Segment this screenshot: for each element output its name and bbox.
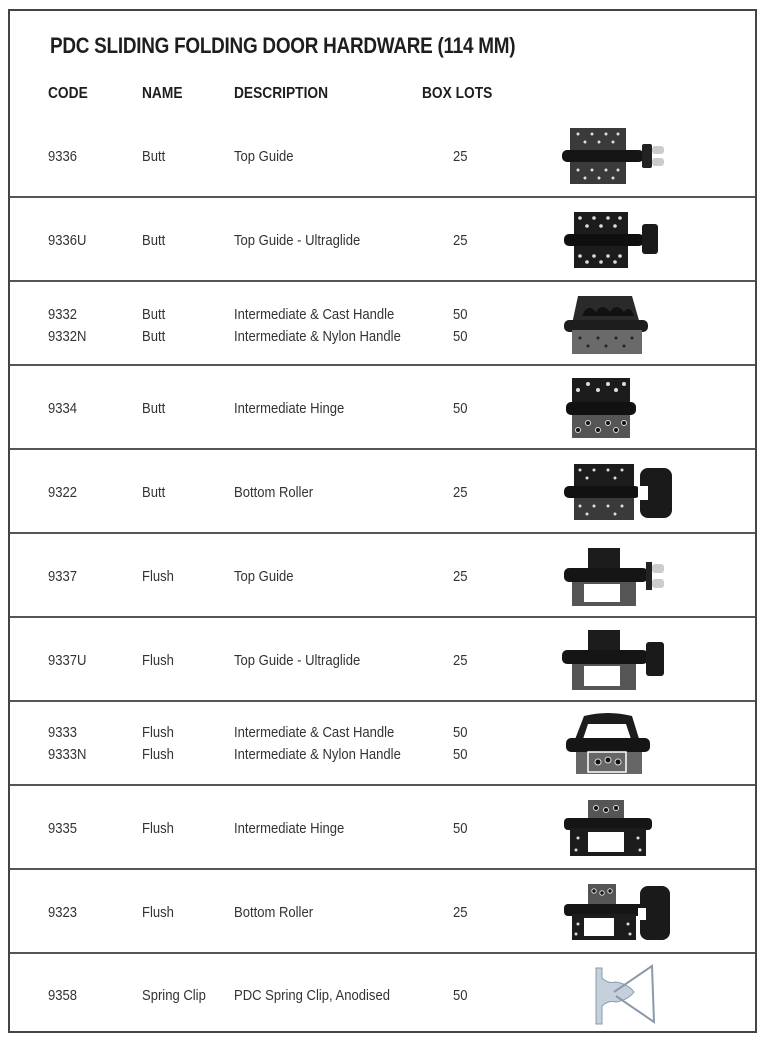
code-cell: 9334 xyxy=(48,401,78,417)
spring-clip-icon xyxy=(558,962,688,1032)
code-cell: 9333N xyxy=(48,747,87,763)
catalog-frame xyxy=(8,9,757,1033)
code-cell: 9333 xyxy=(48,725,78,741)
header-name: NAME xyxy=(142,85,183,102)
description-cell: Top Guide xyxy=(234,149,294,165)
code-cell: 9332N xyxy=(48,329,87,345)
box-lots-cell: 50 xyxy=(453,725,468,741)
table-row xyxy=(10,364,755,448)
name-cell: Flush xyxy=(142,569,174,585)
table-row xyxy=(10,784,755,868)
box-lots-cell: 50 xyxy=(453,329,468,345)
header-box-lots: BOX LOTS xyxy=(422,85,493,102)
flush-top-guide-ultraglide-icon xyxy=(558,628,688,698)
butt-top-guide-ultraglide-icon xyxy=(558,208,688,278)
table-row xyxy=(10,280,755,364)
code-cell: 9337 xyxy=(48,569,78,585)
code-cell: 9335 xyxy=(48,821,78,837)
box-lots-cell: 25 xyxy=(453,569,468,585)
flush-intermediate-hinge-icon xyxy=(558,798,688,868)
description-cell: Bottom Roller xyxy=(234,485,314,501)
box-lots-cell: 25 xyxy=(453,233,468,249)
description-cell: Intermediate & Nylon Handle xyxy=(234,329,401,345)
name-cell: Butt xyxy=(142,233,166,249)
table-row xyxy=(10,448,755,532)
description-cell: Top Guide xyxy=(234,569,294,585)
butt-bottom-roller-icon xyxy=(558,460,688,530)
description-cell: Intermediate Hinge xyxy=(234,821,345,837)
code-cell: 9337U xyxy=(48,653,87,669)
name-cell: Butt xyxy=(142,401,166,417)
code-cell: 9323 xyxy=(48,905,78,921)
code-cell: 9336 xyxy=(48,149,78,165)
table-row xyxy=(10,532,755,616)
name-cell: Flush xyxy=(142,725,174,741)
table-row xyxy=(10,700,755,784)
name-cell: Spring Clip xyxy=(142,988,206,1004)
flush-intermediate-handle-icon xyxy=(558,710,688,780)
box-lots-cell: 50 xyxy=(453,401,468,417)
code-cell: 9332 xyxy=(48,307,78,323)
butt-top-guide-icon xyxy=(558,124,688,194)
name-cell: Butt xyxy=(142,149,166,165)
header-code: CODE xyxy=(48,85,88,102)
box-lots-cell: 25 xyxy=(453,653,468,669)
flush-bottom-roller-icon xyxy=(558,882,688,952)
table-row xyxy=(10,112,755,196)
description-cell: Top Guide - Ultraglide xyxy=(234,233,361,249)
description-cell: Intermediate & Cast Handle xyxy=(234,725,395,741)
box-lots-cell: 25 xyxy=(453,149,468,165)
box-lots-cell: 25 xyxy=(453,485,468,501)
name-cell: Flush xyxy=(142,747,174,763)
box-lots-cell: 25 xyxy=(453,905,468,921)
box-lots-cell: 50 xyxy=(453,821,468,837)
description-cell: Intermediate & Cast Handle xyxy=(234,307,395,323)
description-cell: Top Guide - Ultraglide xyxy=(234,653,361,669)
description-cell: Intermediate Hinge xyxy=(234,401,345,417)
table-row xyxy=(10,868,755,952)
table-row xyxy=(10,952,755,1033)
name-cell: Flush xyxy=(142,905,174,921)
name-cell: Butt xyxy=(142,329,166,345)
code-cell: 9336U xyxy=(48,233,87,249)
box-lots-cell: 50 xyxy=(453,307,468,323)
table-row xyxy=(10,196,755,280)
butt-intermediate-hinge-icon xyxy=(558,376,688,446)
flush-top-guide-icon xyxy=(558,546,688,616)
name-cell: Butt xyxy=(142,485,166,501)
page-title: PDC SLIDING FOLDING DOOR HARDWARE (114 MM) xyxy=(50,33,516,58)
description-cell: PDC Spring Clip, Anodised xyxy=(234,988,390,1004)
code-cell: 9358 xyxy=(48,988,78,1004)
name-cell: Flush xyxy=(142,821,174,837)
name-cell: Flush xyxy=(142,653,174,669)
name-cell: Butt xyxy=(142,307,166,323)
description-cell: Bottom Roller xyxy=(234,905,314,921)
butt-intermediate-handle-icon xyxy=(558,290,688,360)
box-lots-cell: 50 xyxy=(453,988,468,1004)
box-lots-cell: 50 xyxy=(453,747,468,763)
header-description: DESCRIPTION xyxy=(234,85,329,102)
code-cell: 9322 xyxy=(48,485,78,501)
table-row xyxy=(10,616,755,700)
description-cell: Intermediate & Nylon Handle xyxy=(234,747,401,763)
